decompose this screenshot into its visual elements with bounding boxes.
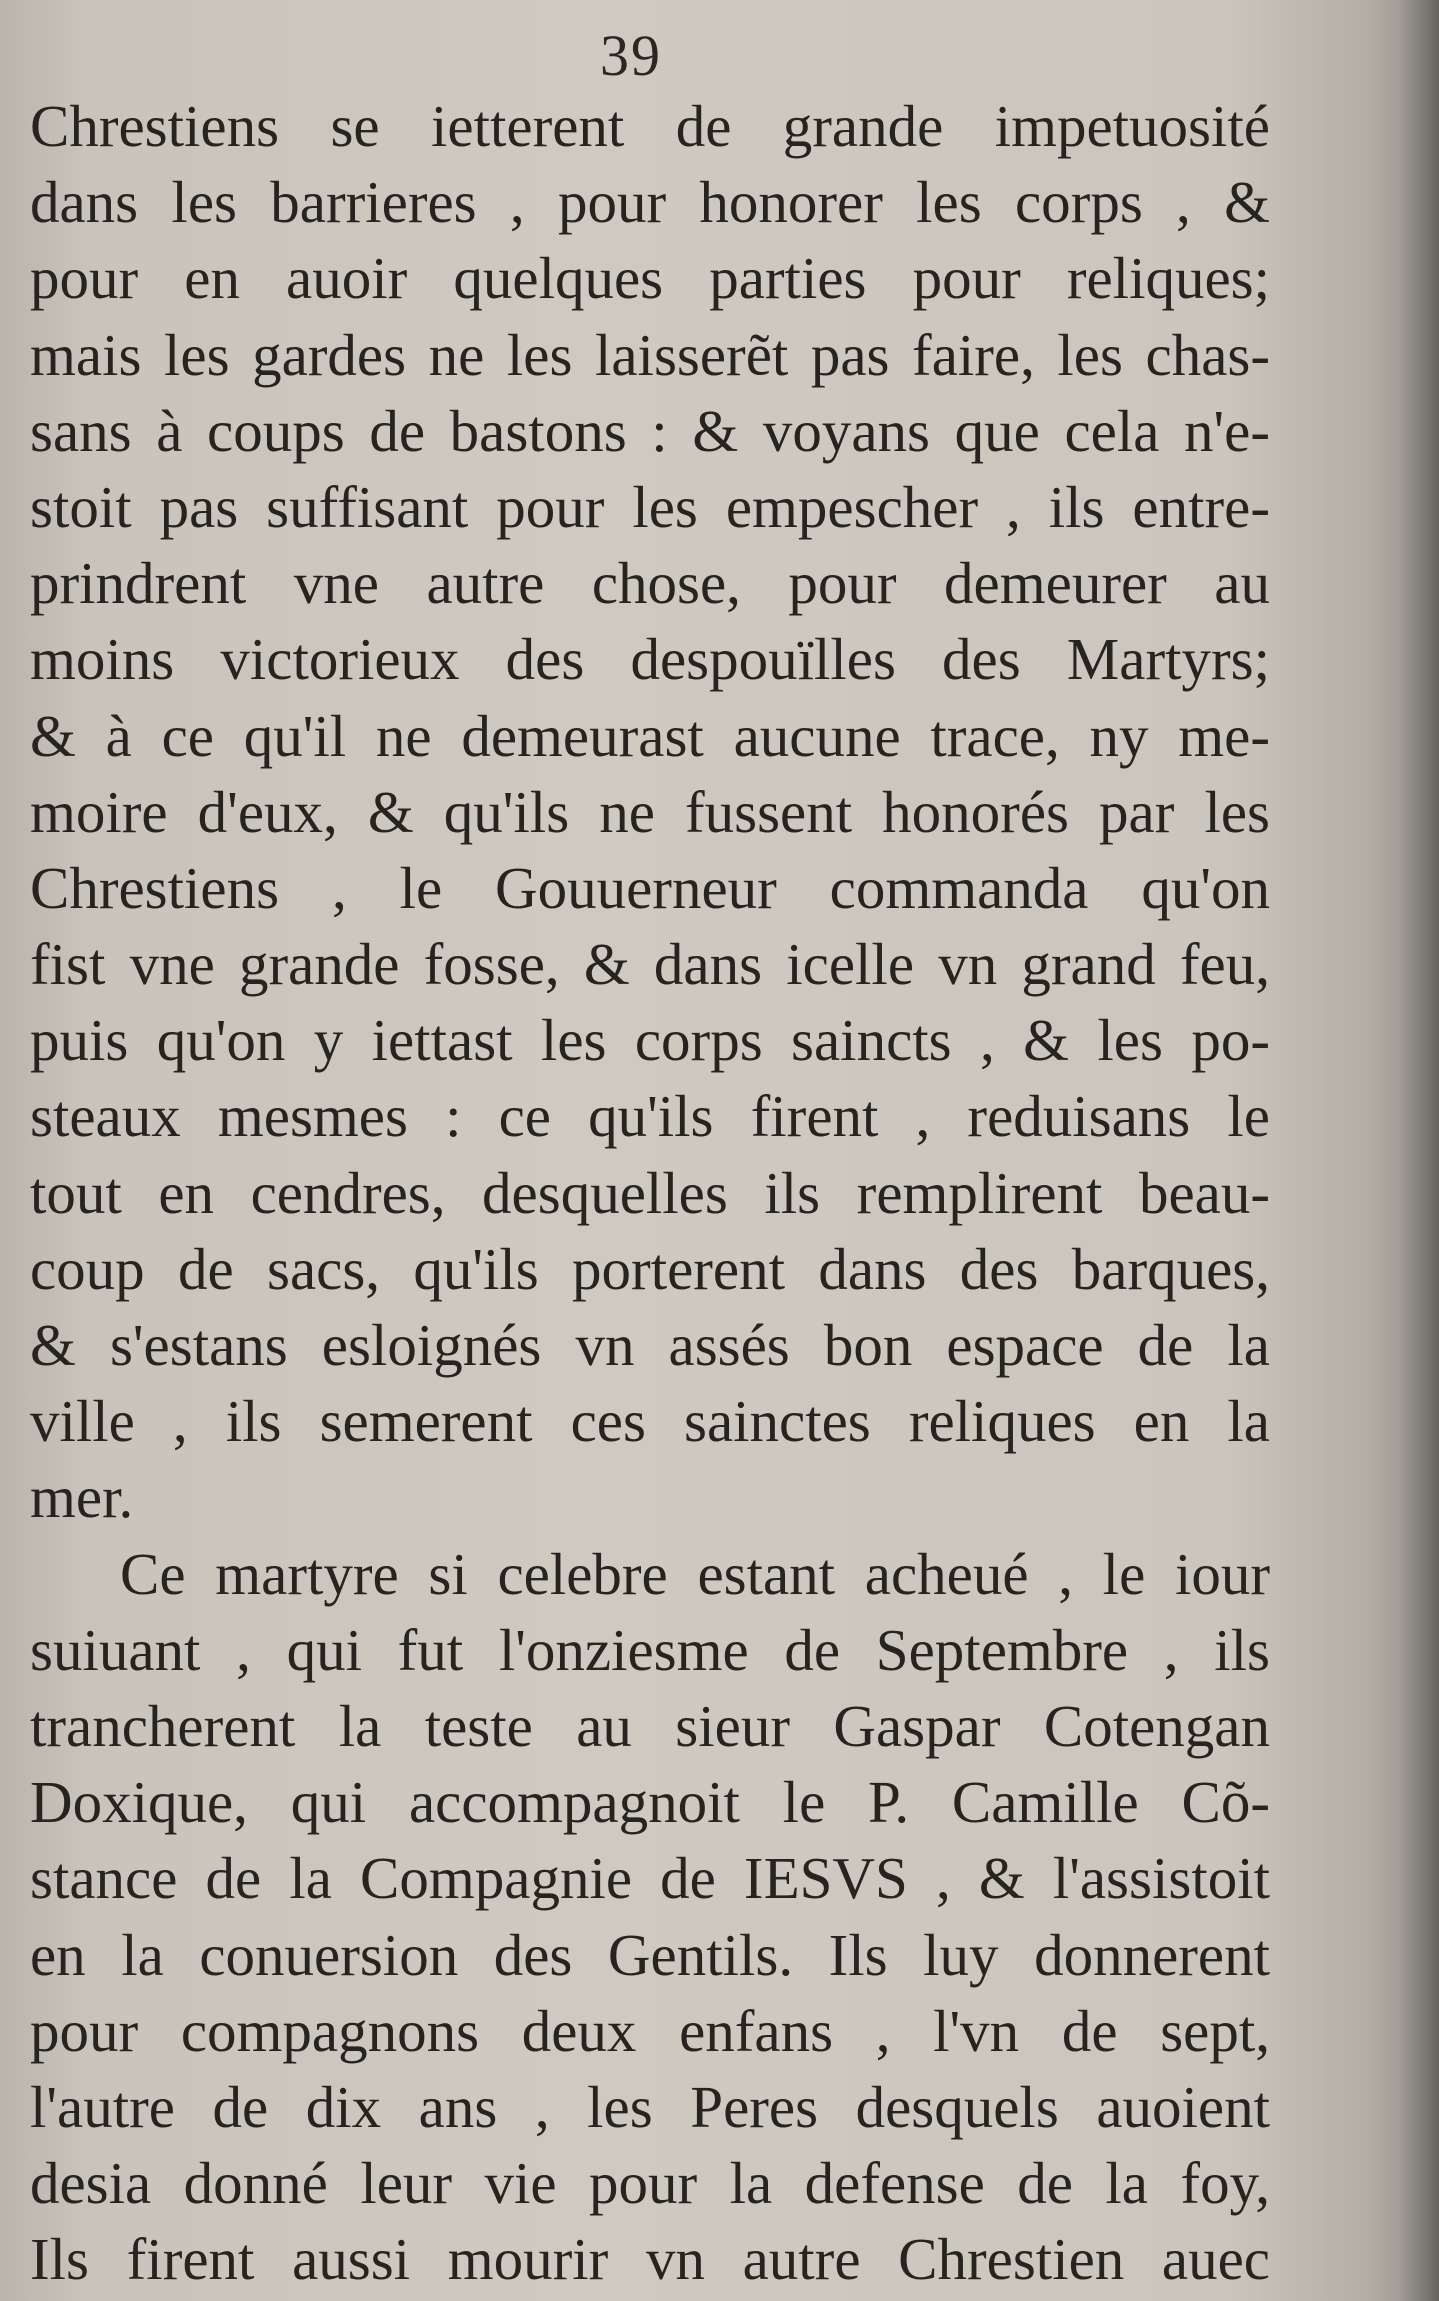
- text-line: pour compagnons deux enfans , l'vn de sept,: [30, 1997, 1270, 2064]
- text-line: steaux mesmes : ce qu'ils firent , reduisans le: [30, 1083, 1270, 1150]
- text-line: puis qu'on y iettast les corps saincts , & les po-: [30, 1007, 1270, 1074]
- text-line: tout en cendres, desquelles ils remplirent beau-: [30, 1159, 1270, 1226]
- text-line: desia donné leur vie pour la defense de la foy,: [30, 2150, 1270, 2217]
- text-line: mer.: [30, 1464, 134, 1531]
- body-text: [30, 88, 1270, 2297]
- text-line: & s'estans esloignés vn assés bon espace de la: [30, 1312, 1270, 1378]
- page-number: 39: [600, 23, 662, 88]
- text-line: suiuant , qui fut l'onziesme de Septembre , ils: [30, 1616, 1270, 1683]
- text-line: pour en auoir quelques parties pour reliques;: [30, 245, 1270, 312]
- text-line: fist vne grande fosse, & dans icelle vn grand feu,: [30, 931, 1270, 998]
- text-line: Chrestiens , le Gouuerneur commanda qu'on: [30, 854, 1270, 921]
- text-line: Ce martyre si celebre estant acheué , le iour: [120, 1540, 1270, 1607]
- text-line: coup de sacs, qu'ils porterent dans des barques,: [30, 1235, 1270, 1302]
- text-line: l'autre de dix ans , les Peres desquels auoient: [30, 2073, 1270, 2140]
- text-line: Ils firent aussi mourir vn autre Chrestien auec: [30, 2226, 1270, 2293]
- text-line: ville , ils semerent ces sainctes reliques en la: [30, 1388, 1270, 1455]
- text-line: & à ce qu'il ne demeurast aucune trace, ny me-: [30, 702, 1270, 769]
- text-line: moire d'eux, & qu'ils ne fussent honorés par les: [30, 778, 1270, 845]
- text-line: en la conuersion des Gentils. Ils luy donnerent: [30, 1921, 1270, 1988]
- text-line: dans les barrieres , pour honorer les corps , &: [30, 169, 1270, 236]
- text-line: trancherent la teste au sieur Gaspar Cotengan: [30, 1692, 1270, 1759]
- text-line: Doxique, qui accompagnoit le P. Camille Cõ-: [30, 1769, 1270, 1836]
- text-line: prindrent vne autre chose, pour demeurer au: [30, 550, 1270, 617]
- text-line: stoit pas suffisant pour les empescher , ils entre-: [30, 473, 1270, 540]
- text-line: moins victorieux des despouïlles des Martyrs;: [30, 626, 1270, 693]
- page-edge-shadow: [1399, 0, 1439, 2301]
- text-line: stance de la Compagnie de IESVS , & l'assistoit: [30, 1845, 1270, 1912]
- text-line: Chrestiens se ietterent de grande impetuosité: [30, 93, 1270, 159]
- text-line: mais les gardes ne les laisserẽt pas faire, les chas-: [30, 321, 1270, 388]
- text-line: sans à coups de bastons : & voyans que cela n'e-: [30, 397, 1270, 464]
